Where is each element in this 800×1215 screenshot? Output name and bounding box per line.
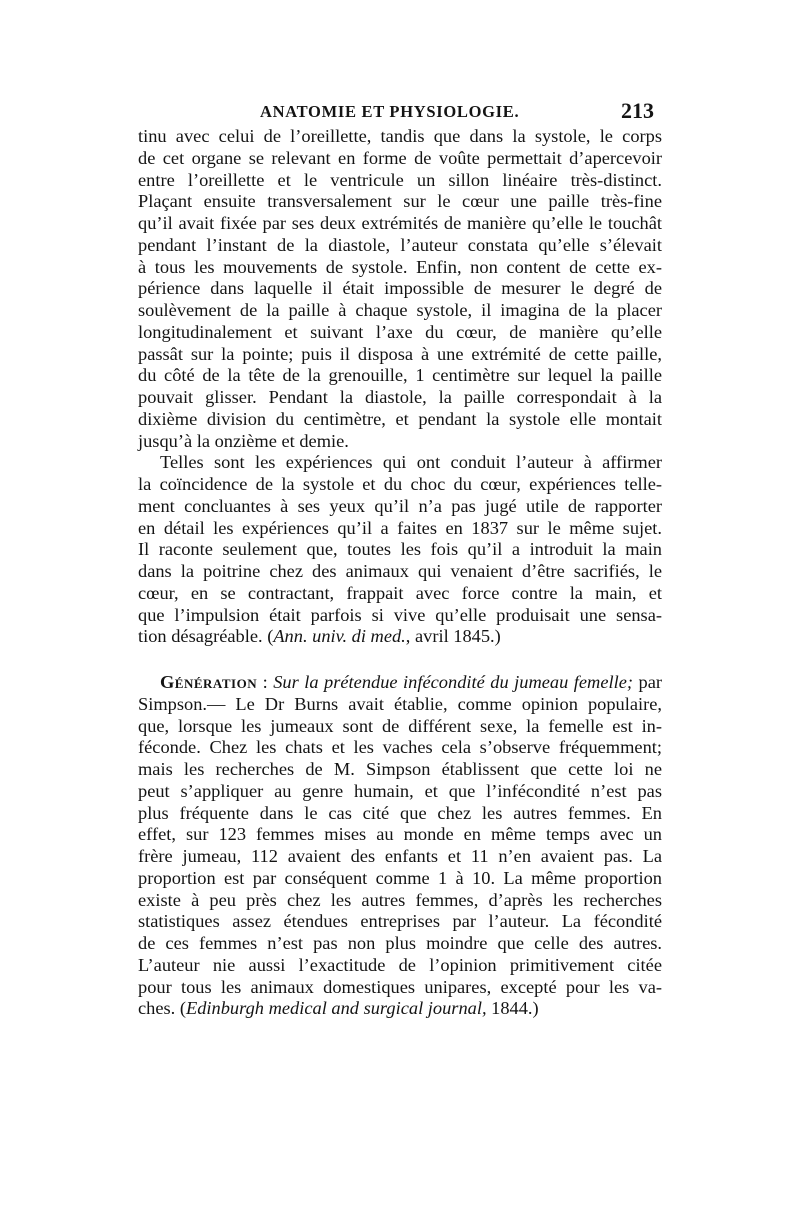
- citation-date: , avril 1845.): [405, 626, 501, 647]
- text-line: entre l’oreillette et le ventricule un sillon linéaire très-distinct.: [138, 169, 662, 190]
- text-line: plus fréquente dans le cas cité que chez les autres femmes. En: [138, 802, 662, 823]
- text-line: féconde. Chez les chats et les vaches cela s’observe fréquemment;: [138, 737, 662, 758]
- text-line: mais les recherches de M. Simpson établissent que cette loi ne: [138, 759, 662, 779]
- section-divider: [138, 648, 662, 672]
- text-line: Telles sont les expériences qui ont conduit l’auteur à affirmer: [160, 452, 662, 473]
- page-number: 213: [621, 98, 654, 123]
- text-line: existe à peu près chez les autres femmes, d’après les recherches: [138, 889, 662, 910]
- text-line: effet, sur 123 femmes mises au monde en même temps avec un: [138, 824, 662, 845]
- text-line: en détail les expériences qu’il a faites en 1837 sur le même sujet.: [138, 517, 662, 538]
- text-line: peut s’appliquer au genre humain, et que l’infécondité n’est pas: [138, 780, 662, 801]
- text-line: cœur, en se contractant, frappait avec force contre la main, et: [138, 582, 662, 603]
- citation-line: [138, 998, 662, 1020]
- paragraph-conclusions: [138, 452, 662, 648]
- text-line: dans la poitrine chez des animaux qui venaient d’être sacrifiés, le: [138, 561, 662, 581]
- text-line: pouvait glisser. Pendant la diastole, la paille correspondait à la: [138, 387, 662, 407]
- text-line: du côté de la tête de la grenouille, 1 centimètre sur lequel la paille: [138, 365, 662, 386]
- paragraph-heart-experiments: [138, 126, 662, 452]
- text-line: dixième division du centimètre, et pendant la systole elle montait: [138, 408, 662, 429]
- text-line: statistiques assez étendues entreprises par l’auteur. La fécondité: [138, 911, 662, 932]
- article-title: Sur la prétendue infécondité du jumeau femelle;: [273, 672, 634, 692]
- citation-text: ches. (: [138, 998, 186, 1019]
- text-line: que, lorsque les jumeaux sont de différent sexe, la femelle est in-: [138, 715, 662, 736]
- text-line: de cet organe se relevant en forme de voûte permettait d’apercevoir: [138, 147, 662, 168]
- citation-source: Ann. univ. di med.: [273, 626, 406, 647]
- running-header: [138, 96, 662, 126]
- citation-line: [138, 626, 662, 648]
- text-line: jusqu’à la onzième et demie.: [138, 430, 349, 451]
- heading-separator: :: [257, 672, 274, 692]
- section-heading-line: [138, 672, 662, 694]
- text-line: que l’impulsion était parfois si vive qu’elle produisait une sensa-: [138, 604, 662, 625]
- book-page: [138, 96, 662, 1020]
- running-title: ANATOMIE ET PHYSIOLOGIE.: [260, 102, 520, 121]
- text-line: Plaçant ensuite transversalement sur le cœur une paille très-fine: [138, 191, 662, 212]
- citation-text: tion désagréable. (: [138, 626, 274, 647]
- text-line: longitudinalement et suivant l’axe du cœur, de manière qu’elle: [138, 321, 662, 342]
- text-line: de ces femmes n’est pas non plus moindre que celle des autres.: [138, 933, 662, 953]
- heading-author-prefix: par: [633, 672, 662, 692]
- text-line: pour tous les animaux domestiques unipares, excepté pour les va-: [138, 976, 662, 997]
- text-line: tinu avec celui de l’oreillette, tandis que dans la systole, le corps: [138, 126, 662, 146]
- paragraph-generation: [138, 672, 662, 1020]
- text-line: Simpson.— Le Dr Burns avait établie, comme opinion populaire,: [138, 693, 662, 714]
- section-heading: Génération: [160, 672, 258, 692]
- text-line: périence dans laquelle il était impossible de mesurer le degré de: [138, 278, 662, 299]
- text-line: ment concluantes à ses yeux qu’il n’a pas jugé utile de rapporter: [138, 495, 662, 516]
- citation-date: 1844.): [486, 998, 539, 1019]
- citation-source: Edinburgh medical and surgical journal,: [186, 998, 487, 1019]
- text-line: qu’il avait fixée par ses deux extrémités de manière qu’elle le touchât: [138, 213, 662, 233]
- text-line: proportion est par conséquent comme 1 à 10. La même proportion: [138, 867, 662, 888]
- text-line: Il raconte seulement que, toutes les fois qu’il a introduit la main: [138, 539, 662, 560]
- text-line: la coïncidence de la systole et du choc du cœur, expériences telle-: [138, 474, 662, 494]
- text-line: soulèvement de la paille à chaque systole, il imagina de la placer: [138, 300, 662, 320]
- text-line: passât sur la pointe; puis il disposa à une extrémité de cette paille,: [138, 343, 662, 364]
- text-line: frère jumeau, 112 avaient des enfants et 11 n’en avaient pas. La: [138, 846, 662, 866]
- text-line: pendant l’instant de la diastole, l’auteur constata qu’elle s’élevait: [138, 234, 662, 255]
- text-line: à tous les mouvements de systole. Enfin, non content de cette ex-: [138, 256, 662, 277]
- text-line: L’auteur nie aussi l’exactitude de l’opinion primitivement citée: [138, 954, 662, 975]
